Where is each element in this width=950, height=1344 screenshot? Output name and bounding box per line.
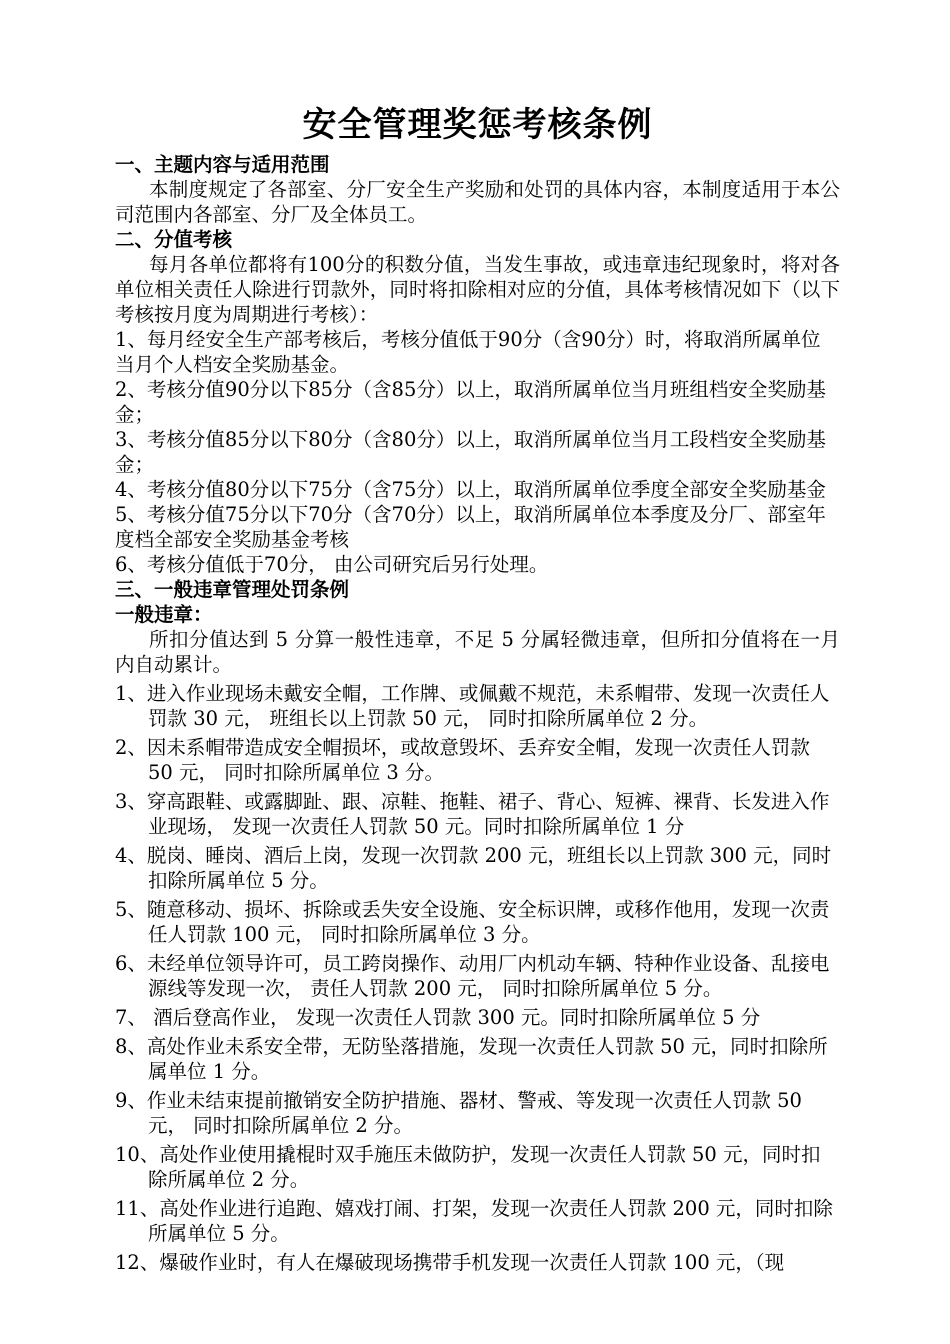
- section-2-item: 1、每月经安全生产部考核后，考核分值低于90分（含90分）时，将取消所属单位当月个人档安全奖励基金。: [115, 328, 821, 376]
- section-2-heading: 二、分值考核: [115, 228, 233, 251]
- section-3-item: 2、因未系帽带造成安全帽损坏，或故意毁坏、丢弃安全帽，发现一次责任人罚款 50 元， 同时扣除所属单位 3 分。: [115, 736, 810, 784]
- section-3-item: 11、高处作业进行追跑、嬉戏打闹、打架，发现一次责任人罚款 200 元，同时扣除所属单位 5 分。: [115, 1197, 833, 1245]
- section-2-item: 4、考核分值80分以下75分（含75分）以上，取消所属单位季度全部安全奖励基金: [115, 478, 826, 501]
- section-3-subheading: 一般违章：: [115, 603, 213, 626]
- section-1-heading: 一、主题内容与适用范围: [115, 153, 330, 176]
- section-3-paragraph: 所扣分值达到 5 分算一般性违章，不足 5 分属轻微违章，但所扣分值将在一月内自动累计。: [115, 628, 840, 676]
- document-page: [115, 100, 840, 1279]
- section-3-item: 8、高处作业未系安全带，无防坠落措施，发现一次责任人罚款 50 元，同时扣除所属单位 1 分。: [115, 1035, 828, 1083]
- section-2-item: 5、考核分值75分以下70分（含70分）以上，取消所属单位本季度及分厂、部室年度档全部安全奖励基金考核: [115, 503, 826, 551]
- section-3-item: 7、 酒后登高作业， 发现一次责任人罚款 300 元。同时扣除所属单位 5 分: [115, 1006, 761, 1029]
- section-3-item: 5、随意移动、损坏、拆除或丢失安全设施、安全标识牌，或移作他用，发现一次责任人罚款 100 元， 同时扣除所属单位 3 分。: [115, 898, 830, 946]
- section-3-item: 1、进入作业现场未戴安全帽，工作牌、或佩戴不规范，未系帽带、发现一次责任人罚款 30 元， 班组长以上罚款 50 元， 同时扣除所属单位 2 分。: [115, 682, 830, 730]
- section-2-item: 6、考核分值低于70分， 由公司研究后另行处理。: [115, 553, 549, 576]
- section-3-item: 9、作业未结束提前撤销安全防护措施、器材、警戒、等发现一次责任人罚款 50 元， 同时扣除所属单位 2 分。: [115, 1089, 802, 1137]
- section-3-item: 4、脱岗、睡岗、酒后上岗，发现一次罚款 200 元，班组长以上罚款 300 元，同时扣除所属单位 5 分。: [115, 844, 832, 892]
- document-title: 安全管理奖惩考核条例: [302, 105, 653, 145]
- section-2-item: 2、考核分值90分以下85分（含85分）以上，取消所属单位当月班组档安全奖励基金；: [115, 378, 826, 426]
- section-3-item: 10、高处作业使用撬棍时双手施压未做防护，发现一次责任人罚款 50 元，同时扣除所属单位 2 分。: [115, 1143, 821, 1191]
- section-3-heading: 三、一般违章管理处罚条例: [115, 578, 350, 601]
- section-2-item: 3、考核分值85分以下80分（含80分）以上，取消所属单位当月工段档安全奖励基金；: [115, 428, 826, 476]
- section-3-item: 12、爆破作业时，有人在爆破现场携带手机发现一次责任人罚款 100 元，（现: [115, 1251, 785, 1274]
- section-1-paragraph: 本制度规定了各部室、分厂安全生产奖励和处罚的具体内容，本制度适用于本公司范围内各部室、分厂及全体员工。: [115, 178, 840, 226]
- section-3-item: 3、穿高跟鞋、或露脚趾、跟、凉鞋、拖鞋、裙子、背心、短裤、裸背、长发进入作业现场， 发现一次责任人罚款 50 元。同时扣除所属单位 1 分: [115, 790, 830, 838]
- section-2-paragraph: 每月各单位都将有100分的积数分值，当发生事故，或违章违纪现象时，将对各单位相关责任人除进行罚款外，同时将扣除相对应的分值，具体考核情况如下（以下考核按月度为周期进行考核）：: [115, 253, 840, 326]
- section-3-item: 6、未经单位领导许可，员工跨岗操作、动用厂内机动车辆、特种作业设备、乱接电源线等发现一次， 责任人罚款 200 元， 同时扣除所属单位 5 分。: [115, 952, 830, 1000]
